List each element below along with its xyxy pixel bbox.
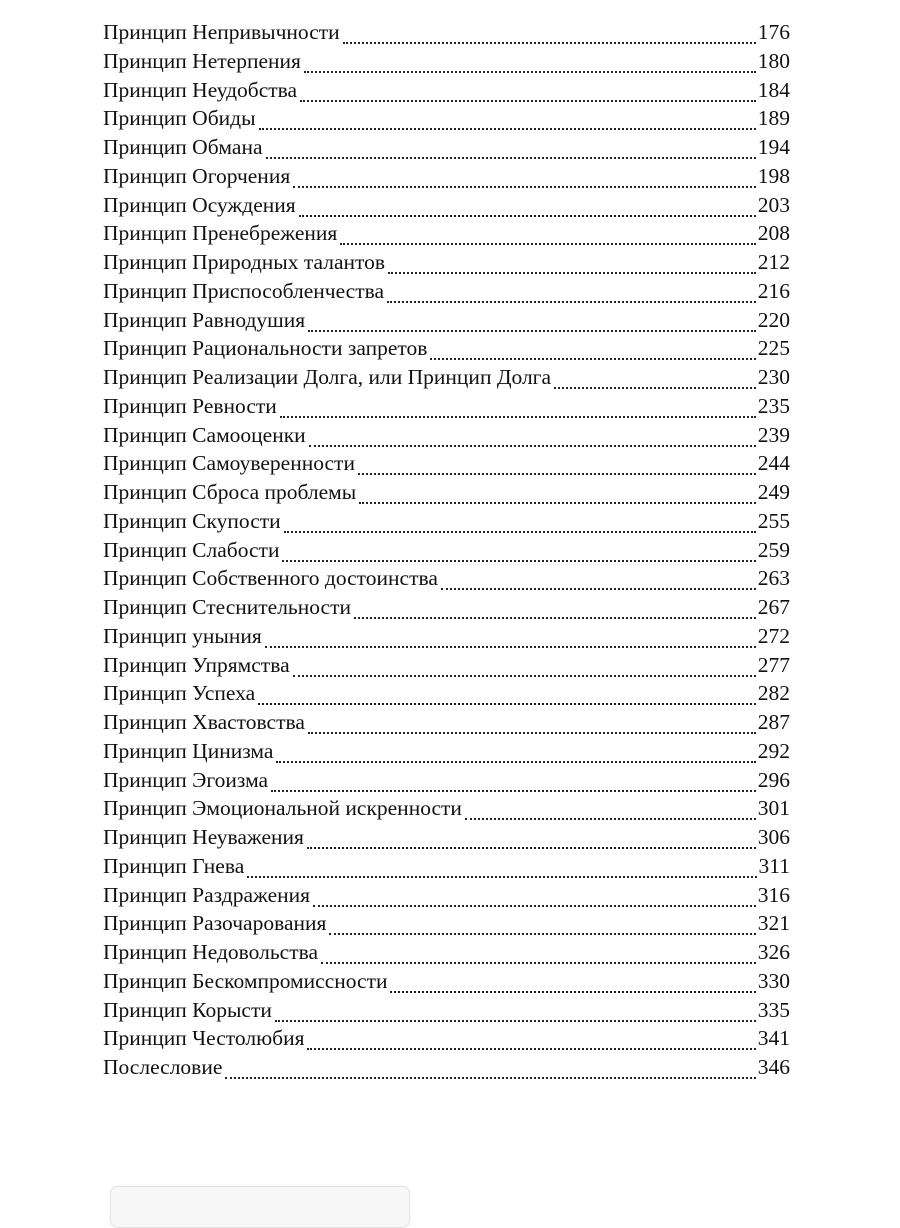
table-of-contents bbox=[103, 18, 790, 1082]
toc-entry-page-number: 282 bbox=[757, 681, 790, 706]
toc-dot-leader bbox=[354, 617, 756, 619]
toc-entry-page-number: 235 bbox=[757, 393, 790, 418]
toc-entry-page-number: 306 bbox=[757, 825, 790, 849]
toc-entry[interactable] bbox=[103, 219, 790, 248]
toc-dot-leader bbox=[321, 962, 756, 964]
toc-entry[interactable] bbox=[103, 104, 790, 133]
toc-entry[interactable] bbox=[103, 564, 790, 593]
toc-entry-page-number: 316 bbox=[757, 882, 790, 907]
toc-entry[interactable] bbox=[103, 593, 790, 622]
toc-dot-leader bbox=[293, 675, 756, 677]
toc-dot-leader bbox=[275, 1020, 756, 1022]
toc-entry-page-number: 335 bbox=[757, 997, 790, 1022]
toc-entry-title: Принцип Природных талантов bbox=[103, 250, 386, 274]
toc-dot-leader bbox=[299, 215, 756, 217]
toc-entry-page-number: 341 bbox=[757, 1026, 790, 1051]
toc-entry[interactable] bbox=[103, 708, 790, 737]
toc-entry[interactable] bbox=[103, 909, 790, 938]
toc-entry-title: Принцип Слабости bbox=[103, 537, 280, 562]
toc-dot-leader bbox=[388, 272, 756, 274]
toc-entry[interactable] bbox=[103, 996, 790, 1025]
toc-entry-page-number: 180 bbox=[757, 48, 790, 73]
toc-entry-title: Принцип Самоуверенности bbox=[103, 451, 355, 476]
toc-entry-page-number: 194 bbox=[757, 135, 790, 159]
toc-dot-leader bbox=[309, 445, 756, 447]
toc-entry-title: Принцип Корысти bbox=[103, 997, 272, 1022]
toc-entry[interactable] bbox=[103, 938, 790, 967]
toc-entry-title: Принцип Стеснительности bbox=[103, 595, 351, 619]
toc-entry-title: Принцип Ревности bbox=[103, 393, 277, 418]
toc-entry-page-number: 249 bbox=[757, 480, 790, 504]
toc-entry-title: Принцип Хвастовства bbox=[103, 710, 305, 734]
toc-entry[interactable] bbox=[103, 277, 790, 306]
toc-entry[interactable] bbox=[103, 651, 790, 680]
toc-entry-page-number: 272 bbox=[757, 623, 790, 648]
toc-entry[interactable] bbox=[103, 306, 790, 335]
toc-dot-leader bbox=[307, 1048, 755, 1050]
toc-entry-page-number: 216 bbox=[757, 278, 790, 303]
toc-entry-title: Принцип Разочарования bbox=[103, 911, 327, 936]
toc-entry-page-number: 301 bbox=[757, 796, 790, 821]
toc-entry-title: Принцип Неудобства bbox=[103, 77, 298, 102]
toc-entry[interactable] bbox=[103, 1053, 790, 1082]
toc-dot-leader bbox=[465, 818, 756, 820]
toc-dot-leader bbox=[284, 531, 756, 533]
toc-entry[interactable] bbox=[103, 334, 790, 363]
toc-entry-page-number: 203 bbox=[757, 192, 790, 217]
toc-entry[interactable] bbox=[103, 737, 790, 766]
toc-dot-leader bbox=[225, 1077, 755, 1079]
toc-entry-title: Принцип Рациональности запретов bbox=[103, 336, 428, 361]
toc-entry[interactable] bbox=[103, 392, 790, 421]
toc-entry-page-number: 212 bbox=[757, 250, 790, 274]
toc-entry-page-number: 277 bbox=[757, 652, 790, 677]
toc-entry-page-number: 255 bbox=[757, 508, 790, 533]
toc-entry-title: Принцип Цинизма bbox=[103, 738, 274, 763]
toc-entry-page-number: 287 bbox=[757, 710, 790, 734]
toc-dot-leader bbox=[282, 560, 755, 562]
toc-entry-page-number: 239 bbox=[757, 422, 790, 447]
toc-entry-page-number: 263 bbox=[757, 566, 790, 591]
toc-entry-title: Принцип Неуважения bbox=[103, 825, 304, 849]
toc-entry-title: Принцип Непривычности bbox=[103, 20, 340, 44]
toc-dot-leader bbox=[247, 876, 756, 878]
toc-dot-leader bbox=[258, 703, 756, 705]
toc-dot-leader bbox=[293, 186, 756, 188]
toc-dot-leader bbox=[300, 100, 756, 102]
toc-entry[interactable] bbox=[103, 967, 790, 996]
toc-dot-leader bbox=[304, 71, 756, 73]
toc-entry-page-number: 311 bbox=[758, 853, 790, 878]
toc-entry[interactable] bbox=[103, 18, 790, 47]
toc-entry[interactable] bbox=[103, 679, 790, 708]
toc-entry-title: Принцип Равнодушия bbox=[103, 307, 306, 332]
toc-entry-title: Принцип Реализации Долга, или Принцип Долга bbox=[103, 365, 552, 389]
toc-entry-title: Принцип Нетерпения bbox=[103, 48, 301, 73]
toc-dot-leader bbox=[441, 588, 756, 590]
toc-entry-title: Принцип Осуждения bbox=[103, 192, 296, 217]
toc-entry[interactable] bbox=[103, 823, 790, 852]
toc-entry-title: Принцип Самооценки bbox=[103, 422, 306, 447]
toc-dot-leader bbox=[259, 128, 756, 130]
toc-entry[interactable] bbox=[103, 47, 790, 76]
toc-entry[interactable] bbox=[103, 766, 790, 795]
toc-entry-title: Послесловие bbox=[103, 1055, 223, 1079]
toc-entry[interactable] bbox=[103, 421, 790, 450]
toc-entry[interactable] bbox=[103, 248, 790, 277]
toc-entry-page-number: 230 bbox=[757, 365, 790, 389]
toc-entry-title: Принцип Приспособленчества bbox=[103, 278, 385, 303]
toc-dot-leader bbox=[308, 732, 756, 734]
toc-entry-page-number: 220 bbox=[757, 307, 790, 332]
toc-entry[interactable] bbox=[103, 363, 790, 392]
toc-dot-leader bbox=[387, 301, 756, 303]
toc-entry[interactable] bbox=[103, 881, 790, 910]
toc-entry-page-number: 184 bbox=[757, 77, 790, 102]
toc-entry-title: Принцип Упрямства bbox=[103, 652, 290, 677]
toc-dot-leader bbox=[390, 991, 755, 993]
toc-entry-title: Принцип Обиды bbox=[103, 106, 256, 131]
toc-entry-title: Принцип Эгоизма bbox=[103, 767, 269, 792]
toc-entry[interactable] bbox=[103, 478, 790, 507]
toc-entry-page-number: 189 bbox=[757, 106, 790, 131]
toc-entry[interactable] bbox=[103, 133, 790, 162]
toc-dot-leader bbox=[308, 330, 756, 332]
toc-entry-title: Принцип Раздражения bbox=[103, 882, 311, 907]
toc-dot-leader bbox=[313, 905, 756, 907]
toc-entry-title: Принцип Бескомпромиссности bbox=[103, 968, 388, 993]
toc-entry[interactable] bbox=[103, 76, 790, 105]
bottom-panel[interactable] bbox=[110, 1186, 410, 1228]
toc-dot-leader bbox=[358, 473, 756, 475]
toc-entry[interactable] bbox=[103, 622, 790, 651]
toc-dot-leader bbox=[359, 502, 756, 504]
toc-dot-leader bbox=[340, 243, 755, 245]
toc-entry-title: Принцип Честолюбия bbox=[103, 1026, 305, 1051]
toc-entry[interactable] bbox=[103, 449, 790, 478]
toc-entry-page-number: 198 bbox=[757, 163, 790, 188]
toc-entry-title: Принцип Собственного достоинства bbox=[103, 566, 438, 591]
toc-entry-page-number: 330 bbox=[757, 968, 790, 993]
toc-dot-leader bbox=[276, 761, 755, 763]
toc-entry-title: Принцип Недовольства bbox=[103, 940, 319, 964]
toc-entry-title: Принцип Эмоциональной искренности bbox=[103, 796, 462, 821]
toc-entry-page-number: 208 bbox=[757, 221, 790, 246]
toc-entry-page-number: 267 bbox=[757, 595, 790, 619]
toc-dot-leader bbox=[430, 358, 755, 360]
toc-entry-title: Принцип Сброса проблемы bbox=[103, 480, 357, 504]
toc-entry-page-number: 321 bbox=[757, 911, 790, 936]
toc-entry[interactable] bbox=[103, 794, 790, 823]
toc-entry-page-number: 244 bbox=[757, 451, 790, 476]
toc-dot-leader bbox=[343, 42, 756, 44]
toc-entry[interactable] bbox=[103, 536, 790, 565]
toc-dot-leader bbox=[554, 387, 756, 389]
toc-entry-page-number: 176 bbox=[757, 20, 790, 44]
toc-entry[interactable] bbox=[103, 162, 790, 191]
toc-entry-title: Принцип Успеха bbox=[103, 681, 256, 706]
toc-entry-title: Принцип уныния bbox=[103, 623, 262, 648]
toc-entry-title: Принцип Гнева bbox=[103, 853, 245, 878]
toc-dot-leader bbox=[271, 790, 756, 792]
toc-dot-leader bbox=[329, 933, 755, 935]
toc-dot-leader bbox=[265, 646, 756, 648]
toc-entry-title: Принцип Обмана bbox=[103, 135, 263, 159]
toc-entry-page-number: 292 bbox=[757, 738, 790, 763]
toc-dot-leader bbox=[307, 847, 756, 849]
toc-entry[interactable] bbox=[103, 507, 790, 536]
toc-entry[interactable] bbox=[103, 1024, 790, 1053]
toc-entry-page-number: 259 bbox=[757, 537, 790, 562]
toc-entry-title: Принцип Огорчения bbox=[103, 163, 291, 188]
toc-entry-page-number: 346 bbox=[757, 1055, 790, 1079]
toc-entry[interactable] bbox=[103, 191, 790, 220]
toc-entry[interactable] bbox=[103, 852, 790, 881]
toc-entry-page-number: 225 bbox=[757, 336, 790, 361]
toc-entry-title: Принцип Пренебрежения bbox=[103, 221, 338, 246]
toc-entry-title: Принцип Скупости bbox=[103, 508, 281, 533]
toc-entry-page-number: 296 bbox=[757, 767, 790, 792]
toc-dot-leader bbox=[280, 416, 756, 418]
toc-dot-leader bbox=[266, 157, 756, 159]
toc-entry-page-number: 326 bbox=[757, 940, 790, 964]
